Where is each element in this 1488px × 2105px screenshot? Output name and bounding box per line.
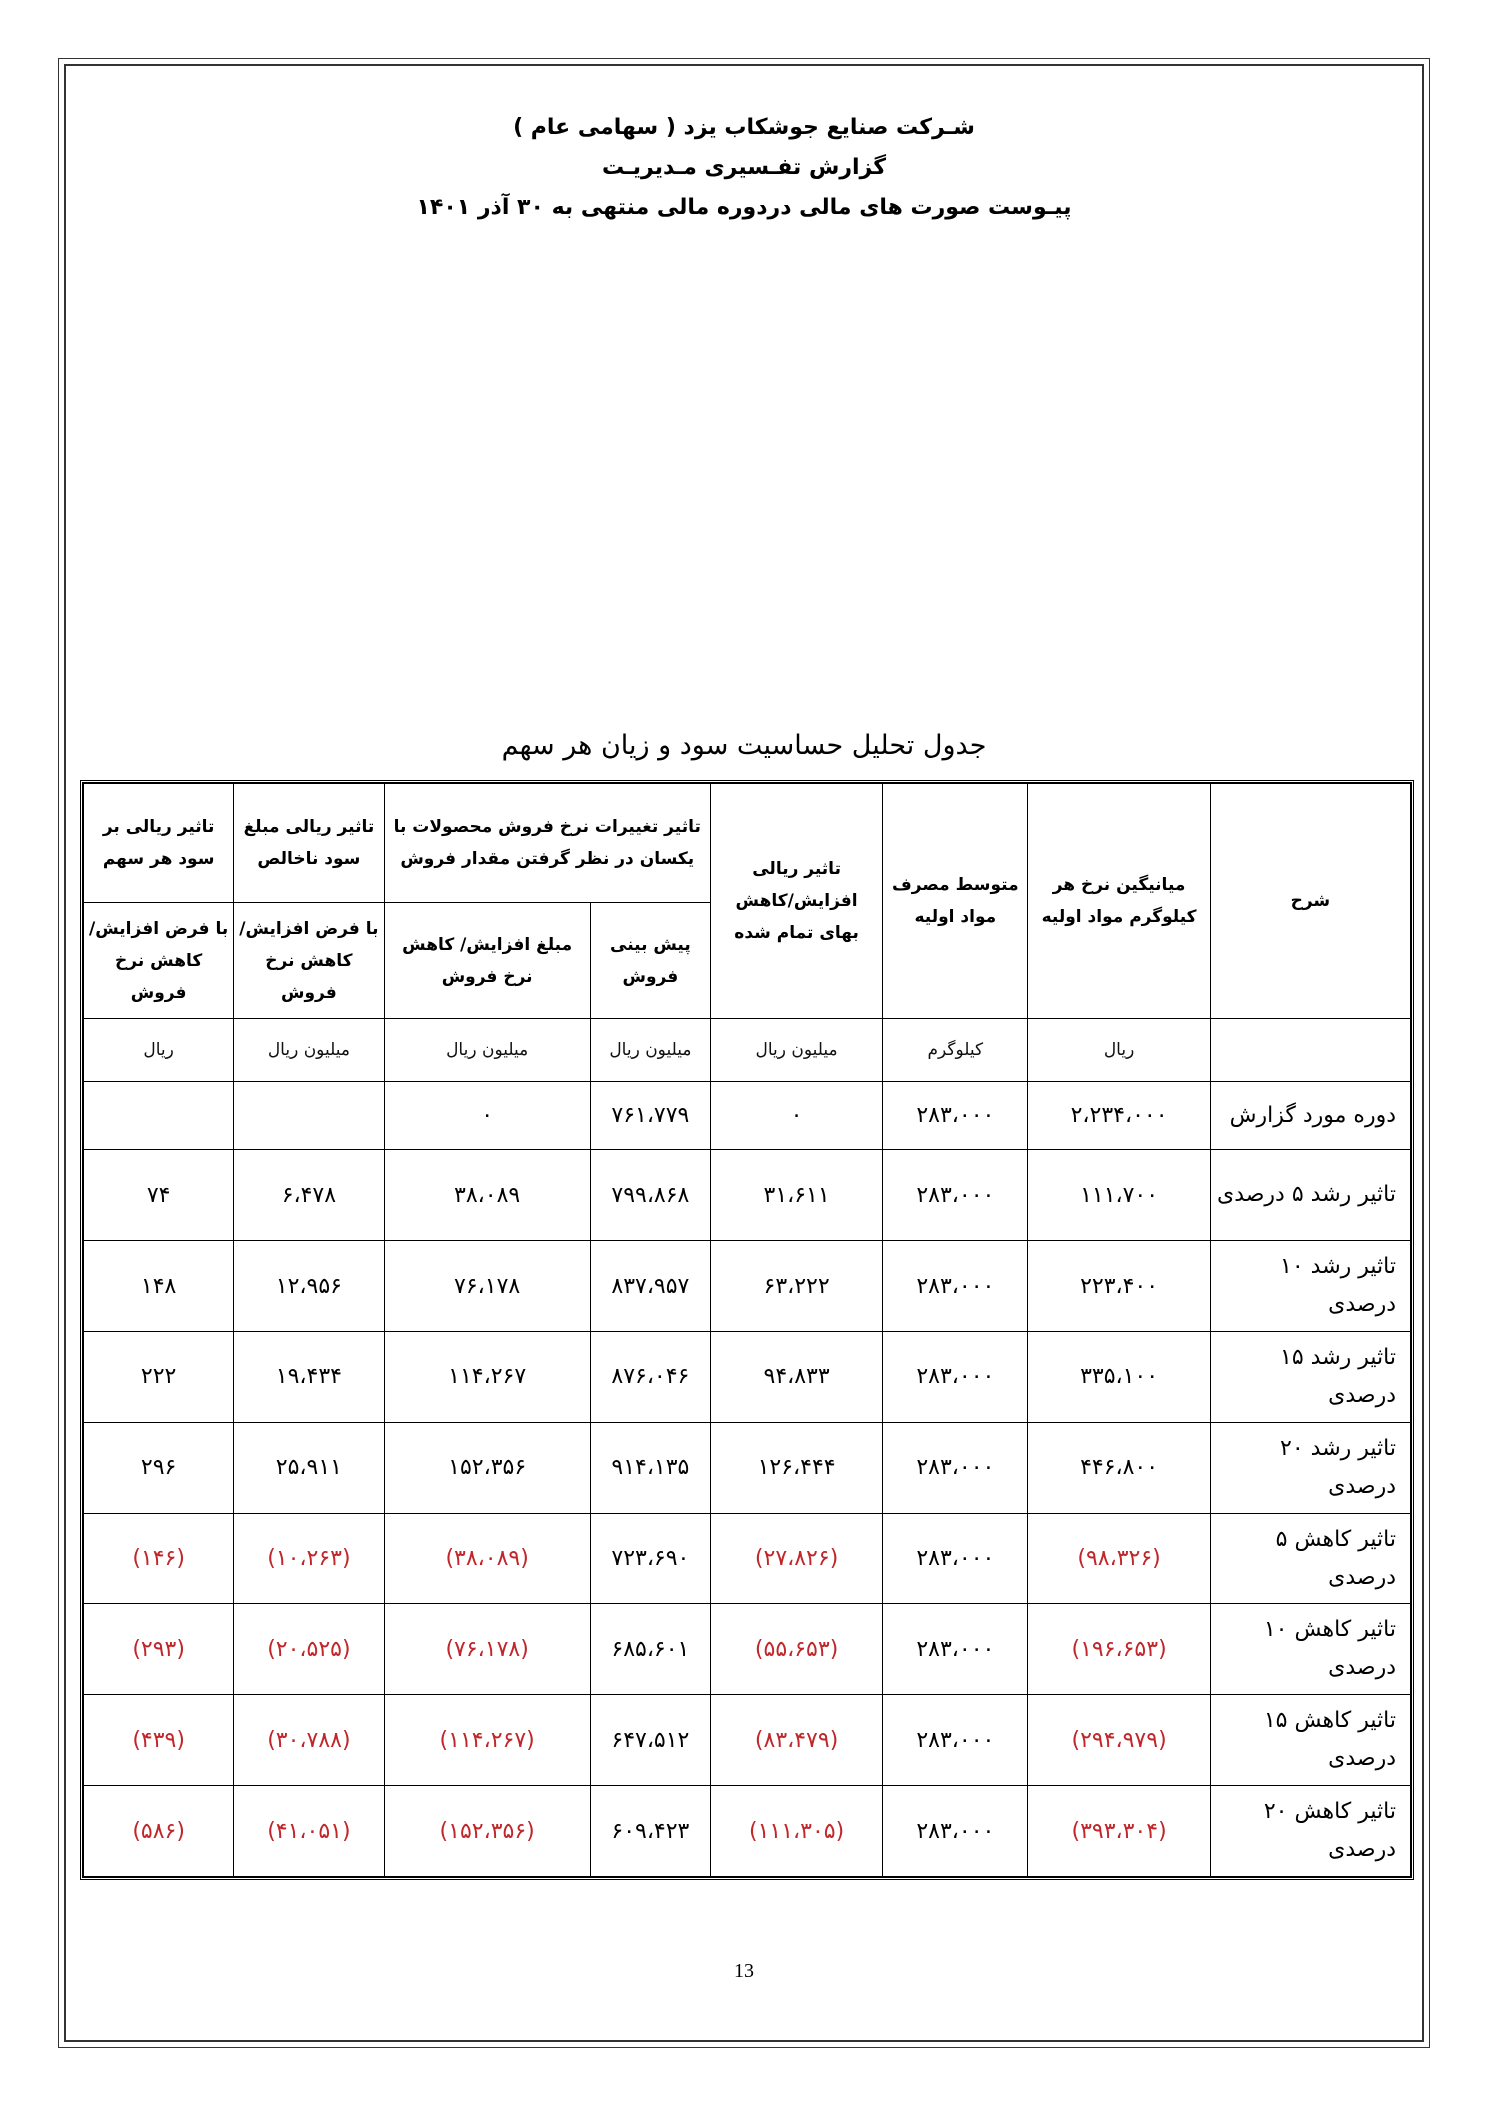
header-gross-profit-effect: تاثیر ریالی مبلغ سود ناخالص <box>234 784 384 903</box>
report-title: گزارش تفـسیری مـدیریـت <box>601 155 887 180</box>
cell-eps: ۷۴ <box>84 1150 234 1241</box>
row-desc: تاثیر رشد ۲۰ درصدی <box>1210 1422 1410 1513</box>
cell-forecast-sales: ۶۸۵،۶۰۱ <box>590 1604 710 1695</box>
row-desc: تاثیر رشد ۵ درصدی <box>1210 1150 1410 1241</box>
header-desc: شرح <box>1210 784 1410 1019</box>
cell-cost-effect: (۸۳،۴۷۹) <box>710 1695 882 1786</box>
cell-forecast-sales: ۶۴۷،۵۱۲ <box>590 1695 710 1786</box>
cell-avg-consumption: ۲۸۳،۰۰۰ <box>883 1695 1028 1786</box>
header-avg-consumption: متوسط مصرف مواد اولیه <box>883 784 1028 1019</box>
table-row <box>84 1513 1411 1604</box>
cell-gross-profit <box>234 1081 384 1150</box>
row-desc: تاثیر رشد ۱۰ درصدی <box>1210 1241 1410 1332</box>
report-header <box>64 108 1424 228</box>
header-sales-change: مبلغ افزایش/ کاهش نرخ فروش <box>384 903 590 1019</box>
cell-cost-effect: ۶۳،۲۲۲ <box>710 1241 882 1332</box>
table-row <box>84 1422 1411 1513</box>
unit-forecast-sales: میلیون ریال <box>590 1019 710 1082</box>
cell-sales-change: (۱۱۴،۲۶۷) <box>384 1695 590 1786</box>
cell-gross-profit: (۳۰،۷۸۸) <box>234 1695 384 1786</box>
row-desc: تاثیر کاهش ۱۰ درصدی <box>1210 1604 1410 1695</box>
cell-eps: ۲۲۲ <box>84 1331 234 1422</box>
row-desc: تاثیر کاهش ۲۰ درصدی <box>1210 1786 1410 1877</box>
cell-gross-profit: ۲۵،۹۱۱ <box>234 1422 384 1513</box>
cell-avg-consumption: ۲۸۳،۰۰۰ <box>883 1513 1028 1604</box>
cell-avg-rate: ۲۲۳،۴۰۰ <box>1028 1241 1210 1332</box>
cell-avg-consumption: ۲۸۳،۰۰۰ <box>883 1422 1028 1513</box>
company-name: شـرکت صنایع جوشکاب یزد ( سهامی عام ) <box>513 115 975 140</box>
cell-sales-change: ۷۶،۱۷۸ <box>384 1241 590 1332</box>
header-avg-rate: میانیگین نرخ هر کیلوگرم مواد اولیه <box>1028 784 1210 1019</box>
unit-avg-consumption: کیلوگرم <box>883 1019 1028 1082</box>
cell-gross-profit: (۴۱،۰۵۱) <box>234 1786 384 1877</box>
page-number: 13 <box>734 1960 754 1982</box>
unit-gross-profit: میلیون ریال <box>234 1019 384 1082</box>
cell-cost-effect: ۳۱،۶۱۱ <box>710 1150 882 1241</box>
cell-avg-consumption: ۲۸۳،۰۰۰ <box>883 1241 1028 1332</box>
cell-eps: (۴۳۹) <box>84 1695 234 1786</box>
table-row <box>84 1241 1411 1332</box>
header-cost-effect: تاثیر ریالی افزایش/کاهش بهای تمام شده <box>710 784 882 1019</box>
cell-avg-consumption: ۲۸۳،۰۰۰ <box>883 1081 1028 1150</box>
table-row <box>84 1081 1411 1150</box>
row-desc: دوره مورد گزارش <box>1210 1081 1410 1150</box>
header-gross-profit-sub: با فرض افزایش/کاهش نرخ فروش <box>234 903 384 1019</box>
cell-gross-profit: ۱۲،۹۵۶ <box>234 1241 384 1332</box>
cell-gross-profit: (۲۰،۵۲۵) <box>234 1604 384 1695</box>
cell-gross-profit: ۱۹،۴۳۴ <box>234 1331 384 1422</box>
cell-forecast-sales: ۷۹۹،۸۶۸ <box>590 1150 710 1241</box>
cell-avg-rate: (۲۹۴،۹۷۹) <box>1028 1695 1210 1786</box>
cell-forecast-sales: ۷۲۳،۶۹۰ <box>590 1513 710 1604</box>
cell-sales-change: (۷۶،۱۷۸) <box>384 1604 590 1695</box>
unit-sales-change: میلیون ریال <box>384 1019 590 1082</box>
header-sales-group: تاثیر تغییرات نرخ فروش محصولات با یکسان در نظر گرفتن مقدار فروش <box>384 784 710 903</box>
cell-avg-rate: ۲،۲۳۴،۰۰۰ <box>1028 1081 1210 1150</box>
cell-sales-change: ۱۵۲،۳۵۶ <box>384 1422 590 1513</box>
cell-avg-rate: ۴۴۶،۸۰۰ <box>1028 1422 1210 1513</box>
table-row <box>84 1150 1411 1241</box>
sensitivity-table-container <box>80 780 1414 1880</box>
table-title: جدول تحلیل حساسیت سود و زیان هر سهم <box>501 730 987 761</box>
cell-sales-change: (۱۵۲،۳۵۶) <box>384 1786 590 1877</box>
table-row <box>84 1604 1411 1695</box>
cell-forecast-sales: ۸۷۶،۰۴۶ <box>590 1331 710 1422</box>
cell-forecast-sales: ۷۶۱،۷۷۹ <box>590 1081 710 1150</box>
cell-sales-change: ۳۸،۰۸۹ <box>384 1150 590 1241</box>
cell-eps: (۱۴۶) <box>84 1513 234 1604</box>
cell-forecast-sales: ۶۰۹،۴۲۳ <box>590 1786 710 1877</box>
cell-avg-consumption: ۲۸۳،۰۰۰ <box>883 1604 1028 1695</box>
cell-avg-rate: (۱۹۶،۶۵۳) <box>1028 1604 1210 1695</box>
header-forecast-sales: پیش بینی فروش <box>590 903 710 1019</box>
cell-cost-effect: ۱۲۶،۴۴۴ <box>710 1422 882 1513</box>
cell-sales-change: ۱۱۴،۲۶۷ <box>384 1331 590 1422</box>
cell-avg-rate: ۱۱۱،۷۰۰ <box>1028 1150 1210 1241</box>
table-row <box>84 1786 1411 1877</box>
cell-cost-effect: ۹۴،۸۳۳ <box>710 1331 882 1422</box>
cell-avg-rate: (۳۹۳،۳۰۴) <box>1028 1786 1210 1877</box>
cell-cost-effect: (۱۱۱،۳۰۵) <box>710 1786 882 1877</box>
cell-avg-consumption: ۲۸۳،۰۰۰ <box>883 1786 1028 1877</box>
cell-avg-rate: ۳۳۵،۱۰۰ <box>1028 1331 1210 1422</box>
cell-eps <box>84 1081 234 1150</box>
cell-gross-profit: ۶،۴۷۸ <box>234 1150 384 1241</box>
cell-avg-rate: (۹۸،۳۲۶) <box>1028 1513 1210 1604</box>
unit-eps: ریال <box>84 1019 234 1082</box>
cell-cost-effect: ۰ <box>710 1081 882 1150</box>
report-subtitle: پیـوست صورت های مالی دردوره مالی منتهی به ۳۰ آذر ۱۴۰۱ <box>416 195 1072 220</box>
cell-sales-change: (۳۸،۰۸۹) <box>384 1513 590 1604</box>
header-eps-effect: تاثیر ریالی بر سود هر سهم <box>84 784 234 903</box>
unit-cost-effect: میلیون ریال <box>710 1019 882 1082</box>
table-row <box>84 1331 1411 1422</box>
cell-avg-consumption: ۲۸۳،۰۰۰ <box>883 1150 1028 1241</box>
row-desc: تاثیر کاهش ۱۵ درصدی <box>1210 1695 1410 1786</box>
cell-sales-change: ۰ <box>384 1081 590 1150</box>
cell-forecast-sales: ۹۱۴،۱۳۵ <box>590 1422 710 1513</box>
cell-gross-profit: (۱۰،۲۶۳) <box>234 1513 384 1604</box>
cell-eps: ۱۴۸ <box>84 1241 234 1332</box>
cell-eps: (۲۹۳) <box>84 1604 234 1695</box>
header-eps-sub: با فرض افزایش/کاهش نرخ فروش <box>84 903 234 1019</box>
cell-cost-effect: (۲۷،۸۲۶) <box>710 1513 882 1604</box>
unit-desc <box>1210 1019 1410 1082</box>
unit-avg-rate: ریال <box>1028 1019 1210 1082</box>
cell-eps: ۲۹۶ <box>84 1422 234 1513</box>
cell-avg-consumption: ۲۸۳،۰۰۰ <box>883 1331 1028 1422</box>
cell-cost-effect: (۵۵،۶۵۳) <box>710 1604 882 1695</box>
row-desc: تاثیر رشد ۱۵ درصدی <box>1210 1331 1410 1422</box>
table-row <box>84 1695 1411 1786</box>
row-desc: تاثیر کاهش ۵ درصدی <box>1210 1513 1410 1604</box>
cell-eps: (۵۸۶) <box>84 1786 234 1877</box>
cell-forecast-sales: ۸۳۷،۹۵۷ <box>590 1241 710 1332</box>
sensitivity-table <box>83 783 1411 1877</box>
